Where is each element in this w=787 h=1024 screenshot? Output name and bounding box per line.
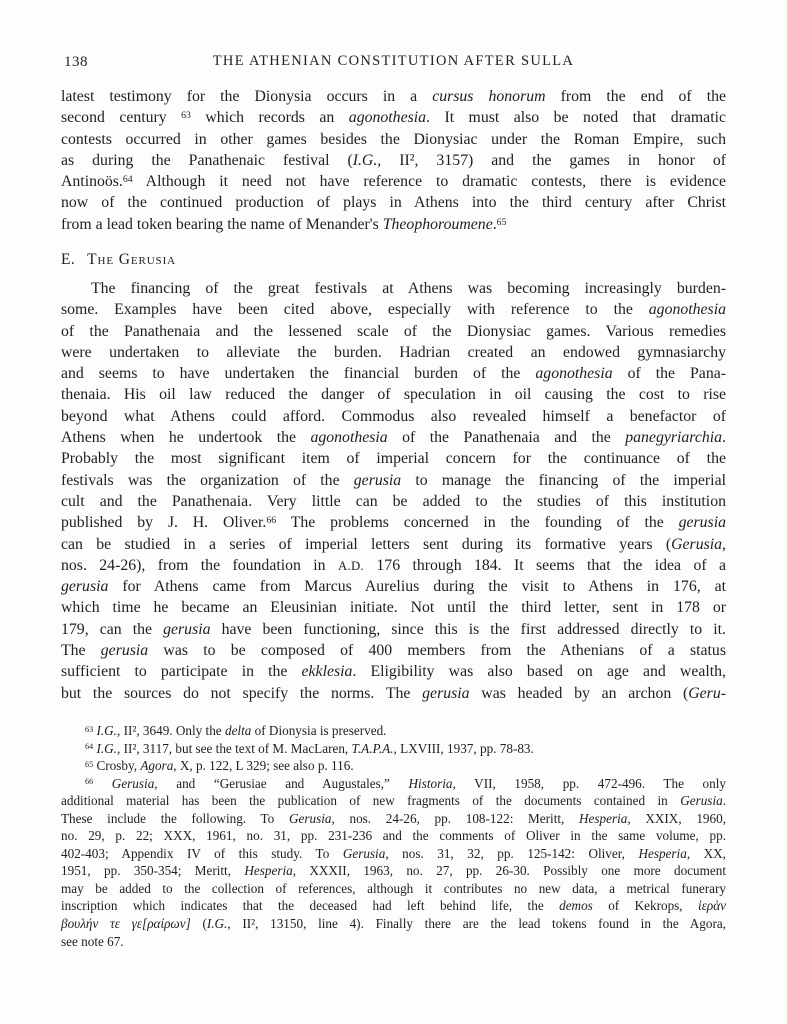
paragraph-gerusia: The financing of the great festivals at Athens was becoming increasingly burden- some. Examples have been cited above, especially with reference to the agonothesia of the Panathenaia and the lessened scale of the Dionysiac games. Various remedies were undertaken to alleviate the burden. Hadrian created an endowed gymnasiarchy and seems to have undertaken the financial burden of the agonothesia of the Pana- thenaia. His oil law reduced the danger of speculation in oil causing the cost to rise beyond what Athens could afford. Commodus also revealed himself a benefactor of Athens when he undertook the agonothesia of the Panathenaia and the panegyriarchia. Probably the most significant item of imperial concern for the continuance of the festivals was the organization of the gerusia to manage the financing of the imperial cult and the Panathenaia. Very little can be added to the studies of this institution published by J. H. Oliver.$^{66}$ The problems concerned in the founding of the gerusia can be studied in a series of imperial letters sent during its formative years (Gerusia, nos. 24-26), from the foundation in A.D. 176 through 184. It seems that the idea of a gerusia for Athens came from Marcus Aurelius during the visit to Athens in 176, at which time he became an Eleusinian initiate. Not until the third letter, sent in 178 or 179, can the gerusia have been functioning, since this is the first addressed directly to it. The gerusia was to be composed of 400 members from the Athenians of a status sufficient to participate in the ekklesia. Eligibility was also based on age and wealth, but the sources do not specify the norms. The gerusia was headed by an archon (Geru- — [61, 280, 726, 702]
page-number: 138 — [64, 54, 88, 70]
paragraph-dionysia-continuation: latest testimony for the Dionysia occurs in a cursus honorum from the end of the second century $^{63}$ which records an agonothesia. It must also be noted that dramatic contests occurred in other games besides the Dionysiac under the Roman Empire, such as during the Panathenaic festival (I.G., II², 3157) and the games in honor of Antinoös.$^{64}$ Although it need not have reference to dramatic contests, there is evidence now of the continued production of plays in Athens into the third century after Christ from a lead token bearing the name of Menander's Theophoroumene.$^{65}$ — [61, 88, 726, 233]
footnote-63: $^{63}$ I.G., II², 3649. Only the delta of Dionysia is preserved. — [85, 723, 387, 738]
running-title: THE ATHENIAN CONSTITUTION AFTER SULLA — [212, 53, 575, 69]
section-heading — [61, 251, 176, 269]
footnote-65: $^{65}$ Crosby, Agora, X, p. 122, L 329; see also p. 116. — [85, 758, 354, 774]
footnote-64: $^{64}$ I.G., II², 3117, but see the text of M. MacLaren, T.A.P.A., LXVIII, 1937, pp. 78-83. — [85, 740, 534, 756]
section-title: The Gerusia — [87, 251, 176, 268]
footnote-66: $^{66}$ Gerusia, and “Gerusiae and Augustales,” Historia, VII, 1958, pp. 472-496. The only additional material has been the publication of new fragments of the documents contained in Gerusia. These include the following. To Gerusia, nos. 24-26, pp. 108-122: Meritt, Hesperia, XXIX, 1960, no. 29, p. 22; XXX, 1961, no. 31, pp. 231-236 and the comments of Oliver in the same volume, pp. 402-403; Appendix IV of this study. To Gerusia, nos. 31, 32, pp. 125-142: Oliver, Hesperia, XX, 1951, pp. 350-354; Meritt, Hesperia, XXXII, 1963, no. 27, pp. 26-30. Possibly one more document may be added to the collection of references, although it contributes no new data, a metrical funerary inscription which indicates that the deceased had left behind life, the demos of Kekrops, ἱερὰν βουλήν τε γε[ραίρων] (I.G., II², 13150, line 4). Finally there are the lead tokens found in the Agora, see note 67. — [61, 775, 726, 949]
footnotes-section — [61, 723, 726, 951]
page-header — [61, 53, 726, 73]
section-letter: E. — [61, 251, 76, 268]
